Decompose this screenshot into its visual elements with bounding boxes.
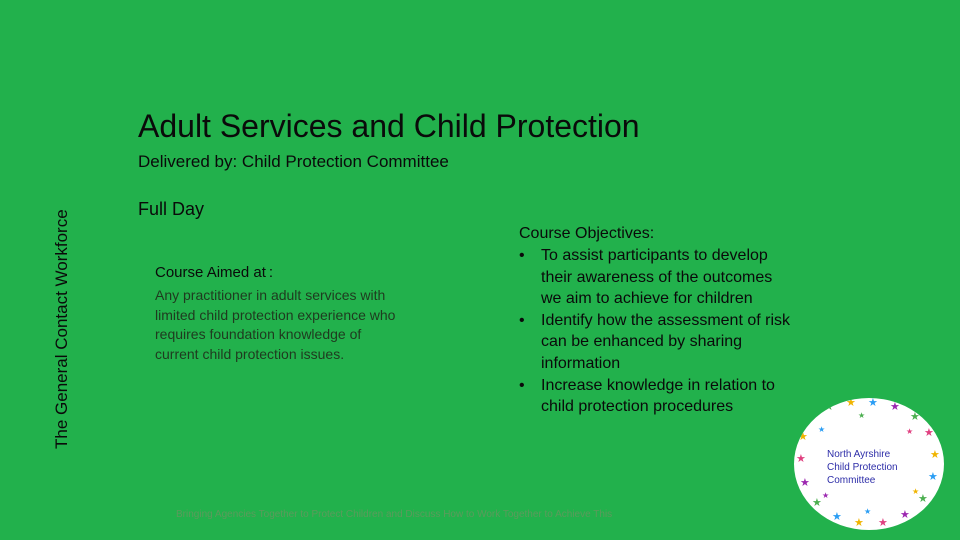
svg-text:★: ★ (868, 398, 878, 409)
logo-line: Committee (827, 475, 876, 486)
svg-text:★: ★ (824, 400, 834, 413)
svg-text:★: ★ (910, 410, 920, 423)
svg-text:★: ★ (854, 516, 864, 529)
logo-line: North Ayrshire (827, 449, 891, 460)
svg-text:★: ★ (796, 452, 806, 465)
objective-item (519, 310, 794, 375)
committee-logo (794, 398, 944, 530)
svg-text:★: ★ (800, 476, 810, 489)
svg-text:★: ★ (858, 411, 866, 420)
svg-text:★: ★ (818, 425, 826, 434)
objective-text: Identify how the assessment of risk can be enhanced by sharing information (541, 311, 790, 372)
svg-text:★: ★ (924, 426, 934, 439)
objective-item (519, 245, 794, 310)
svg-text:★: ★ (864, 507, 872, 516)
course-duration: Full Day (138, 199, 205, 219)
objectives-list (519, 245, 794, 418)
objective-item (519, 375, 794, 418)
bullet-icon: • (519, 311, 525, 329)
svg-text:★: ★ (822, 491, 830, 500)
objectives-heading: Course Objectives: (519, 225, 655, 242)
svg-text:★: ★ (812, 496, 822, 509)
svg-text:★: ★ (912, 487, 920, 496)
logo-line: Child Protection (827, 462, 898, 473)
bullet-icon: • (519, 376, 525, 394)
delivered-by: Delivered by: Child Protection Committee (138, 152, 449, 171)
bullet-icon: • (519, 247, 525, 264)
svg-text:★: ★ (900, 508, 910, 521)
page-title: Adult Services and Child Protection (138, 108, 640, 144)
svg-text:★: ★ (806, 410, 816, 423)
svg-text:★: ★ (846, 398, 856, 409)
svg-text:★: ★ (928, 470, 938, 483)
aimed-at-heading: Course Aimed at : (155, 264, 274, 281)
svg-text:★: ★ (918, 492, 928, 505)
svg-text:★: ★ (906, 427, 914, 436)
aimed-at-text: Any practitioner in adult services with limited child protection experience who requires foundation knowledge of current child protection issues. (155, 287, 396, 362)
footer-tagline: Bringing Agencies Together to Protect Children and Discuss How to Work Together to Achieve This (176, 509, 613, 520)
objective-text: Increase knowledge in relation to child protection procedures (541, 376, 775, 416)
logo-text (827, 448, 927, 487)
side-label: The General Contact Workforce (52, 209, 71, 449)
svg-text:★: ★ (890, 400, 900, 413)
svg-text:★: ★ (878, 516, 888, 529)
objective-text: To assist participants to develop their awareness of the outcomes we aim to achieve for children (541, 247, 773, 308)
svg-text:★: ★ (798, 430, 808, 443)
svg-text:★: ★ (930, 448, 940, 461)
svg-text:★: ★ (832, 510, 842, 523)
